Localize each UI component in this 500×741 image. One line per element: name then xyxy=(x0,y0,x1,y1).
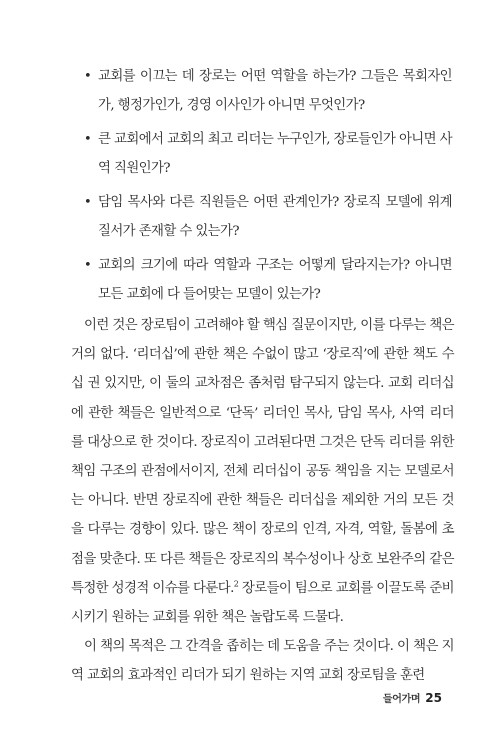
bullet-marker: • xyxy=(84,195,92,210)
paragraph-text: 이 책의 목적은 그 간격을 좁히는 데 도움을 주는 것이다. 이 책은 지역 교회의 효과적인 리더가 되기 원하는 지역 교회 장로팀을 훈련 xyxy=(71,639,454,684)
paragraph-text-continued: 장로들이 팀으로 교회를 이끌도록 준비시키기 원하는 교회를 위한 책은 놀랍도록 드물다. xyxy=(71,580,454,626)
question-list xyxy=(84,62,452,314)
list-item-text: 교회를 이끄는 데 장로는 어떤 역할을 하는가? 그들은 목회자인가, 행정가인가, 경영 이사인가 아니면 무엇인가? xyxy=(98,69,452,113)
paragraph xyxy=(71,632,454,690)
page-number: 25 xyxy=(425,691,442,705)
body-text xyxy=(71,311,454,691)
bullet-marker: • xyxy=(84,69,92,84)
paragraph xyxy=(71,311,454,632)
list-item xyxy=(84,125,452,183)
list-item xyxy=(84,251,452,309)
page-footer xyxy=(383,687,442,706)
paragraph-text: 이런 것은 장로팀이 고려해야 할 핵심 질문이지만, 이를 다루는 책은 거의 없다. ‘리더십’에 관한 책은 수없이 많고 ‘장로직’에 관한 책도 수십 권 있지만, 이 둘의 교차점은 좀처럼 탐구되지 않는다. 교회 리더십에 관한 책들은 일반적으로 ‘단독’ 리더인 목사, 담임 목사, 사역 리더를 대상으로 한 것이다. 장로직이 고려된다면 그것은 단독 리더를 위한 책임 구조의 관점에서이지, 전체 리더십이 공동 책임을 지는 모델로서는 아니다. 반면 장로직에 관한 책들은 리더십을 제외한 거의 모든 것을 다루는 경향이 있다. 많은 책이 장로의 인격, 자격, 역할, 돌봄에 초점을 맞춘다. 또 다른 책들은 장로직의 복수성이나 상호 보완주의 같은 특정한 성경적 이슈를 다룬다. xyxy=(71,318,454,596)
bullet-marker: • xyxy=(84,258,92,273)
list-item xyxy=(84,62,452,120)
list-item xyxy=(84,188,452,246)
running-footer-label: 들어가며 xyxy=(382,694,421,705)
list-item-text: 큰 교회에서 교회의 최고 리더는 누구인가, 장로들인가 아니면 사역 직원인가? xyxy=(98,132,452,176)
footnote-reference: 2 xyxy=(233,579,239,589)
bullet-marker: • xyxy=(84,132,92,147)
list-item-text: 교회의 크기에 따라 역할과 구조는 어떻게 달라지는가? 아니면 모든 교회에 다 들어맞는 모델이 있는가? xyxy=(98,258,452,302)
list-item-text: 담임 목사와 다른 직원들은 어떤 관계인가? 장로직 모델에 위계 질서가 존재할 수 있는가? xyxy=(98,195,452,239)
